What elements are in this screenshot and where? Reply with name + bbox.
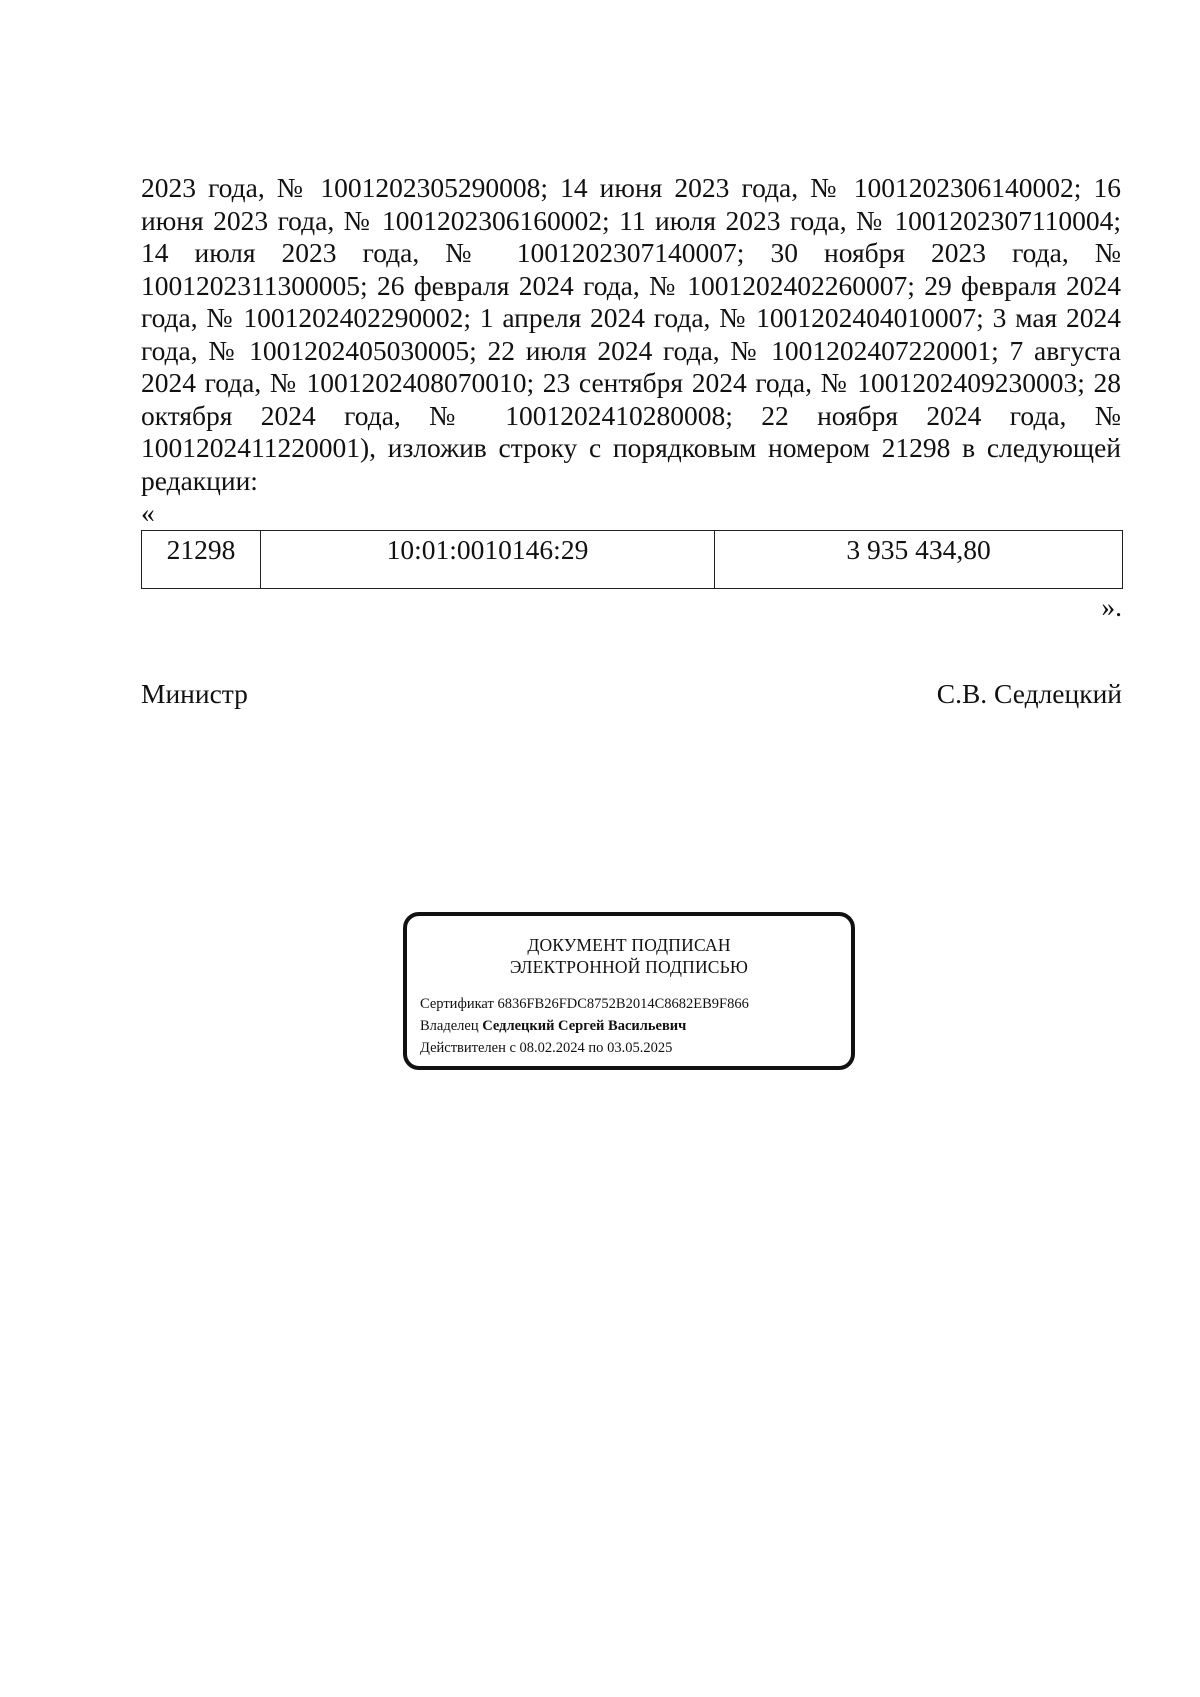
- opening-quote: «: [141, 497, 155, 528]
- stamp-title-line-1: ДОКУМЕНТ ПОДПИСАН: [527, 935, 731, 955]
- electronic-signature-stamp: [403, 912, 855, 1070]
- value-cell: 3 935 434,80: [715, 531, 1123, 589]
- owner-value: Седлецкий Сергей Васильевич: [482, 1018, 687, 1034]
- closing-quote: ».: [1101, 591, 1122, 622]
- certificate-label: Сертификат: [420, 996, 494, 1012]
- stamp-title-line-2: ЭЛЕКТРОННОЙ ПОДПИСЬЮ: [509, 957, 749, 977]
- signer-position: Министр: [141, 678, 248, 709]
- valid-from-value: 08.02.2024: [519, 1040, 585, 1056]
- cadastral-number-cell: 10:01:0010146:29: [261, 531, 715, 589]
- valid-to-label: по: [588, 1040, 604, 1056]
- stamp-title: [407, 934, 851, 978]
- table-row: [142, 531, 1123, 589]
- stamp-certificate-line: [420, 995, 749, 1013]
- certificate-value: 6836FB26FDC8752B2014C8682EB9F866: [497, 996, 749, 1012]
- row-number-cell: 21298: [142, 531, 261, 589]
- valid-to-value: 03.05.2025: [607, 1040, 673, 1056]
- owner-label: Владелец: [420, 1018, 479, 1034]
- signer-name: С.В. Седлецкий: [936, 678, 1122, 709]
- body-paragraph: 2023 года, № 1001202305290008; 14 июня 2023 года, № 1001202306140002; 16 июня 2023 года, № 1001202306160002; 11 июля 2023 года, № 1001202307110004; 14 июля 2023 года, № 1001202307140007; 30 ноября 2023 года, № 1001202311300005; 26 февраля 2024 года, № 1001202402260007; 29 февраля 2024 года, № 1001202402290002; 1 апреля 2024 года, № 1001202404010007; 3 мая 2024 года, № 1001202405030005; 22 июля 2024 года, № 1001202407220001; 7 августа 2024 года, № 1001202408070010; 23 сентября 2024 года, № 1001202409230003; 28 октября 2024 года, № 1001202410280008; 22 ноября 2024 года, № 1001202411220001), изложив строку с порядковым номером 21298 в следующей редакции:: [141, 172, 1121, 496]
- stamp-validity-line: [420, 1039, 672, 1057]
- valid-from-label: Действителен с: [420, 1040, 516, 1056]
- amendment-table: [141, 530, 1123, 589]
- stamp-owner-line: [420, 1017, 686, 1035]
